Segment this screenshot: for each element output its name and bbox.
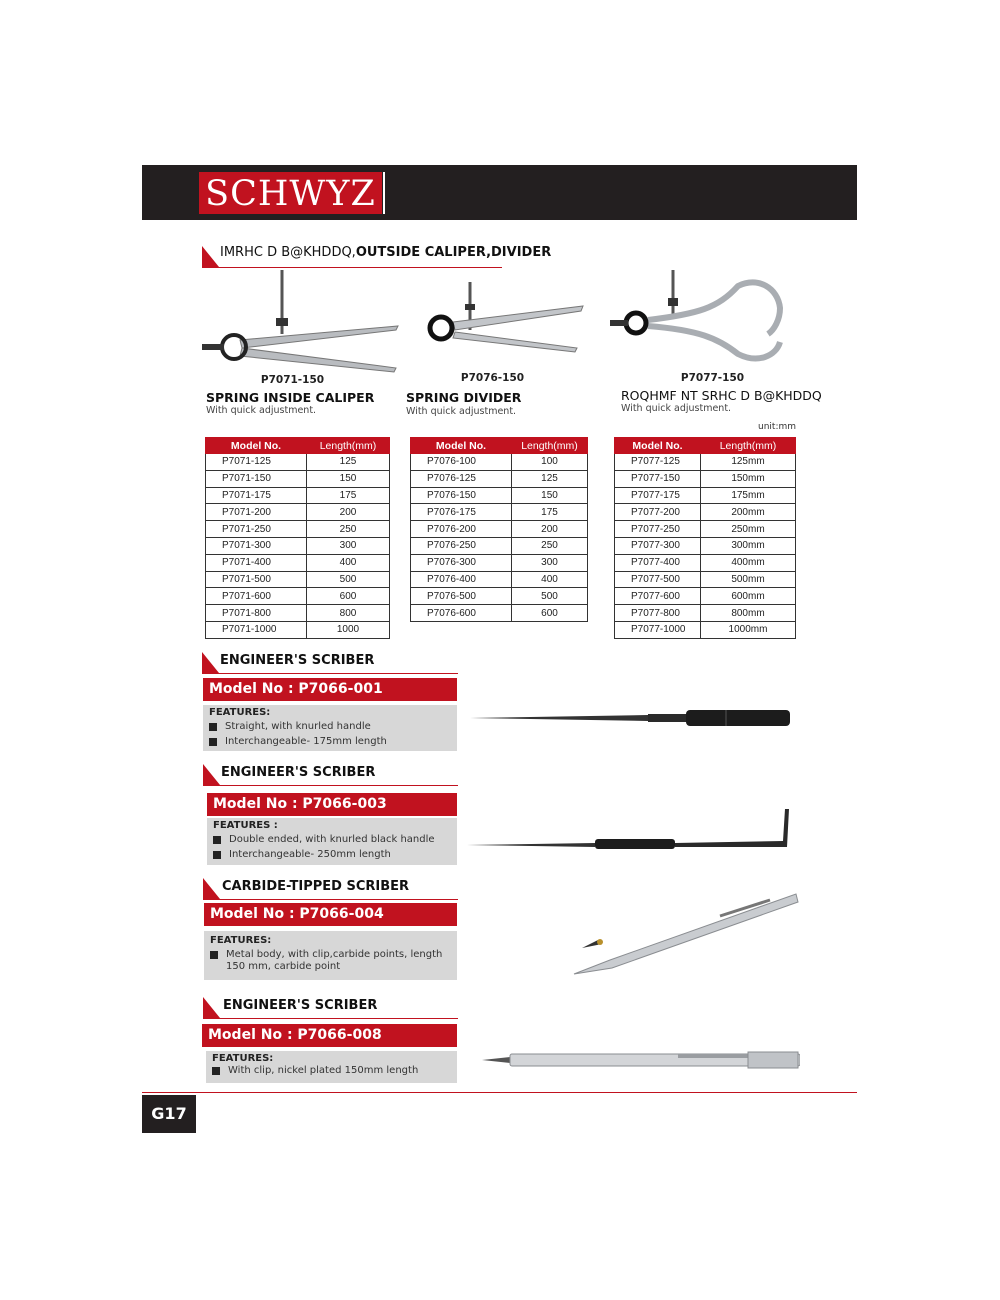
features-title: FEATURES: xyxy=(212,1053,274,1064)
table-row xyxy=(411,504,588,521)
model-cell: P7071-125 xyxy=(206,454,307,471)
feature-item xyxy=(209,736,451,748)
section-underline xyxy=(203,785,458,786)
table-row xyxy=(206,537,390,554)
section-marker-icon xyxy=(203,997,220,1018)
length-cell: 250 xyxy=(512,537,588,554)
model-cell: P7076-400 xyxy=(411,571,512,588)
table-row xyxy=(206,487,390,504)
length-cell: 800mm xyxy=(701,605,796,622)
section-title-prefix: IMRHC D B@KHDDQ, xyxy=(220,245,356,260)
product-subtitle: With quick adjustment. xyxy=(206,405,317,416)
table-row xyxy=(411,537,588,554)
table-row xyxy=(206,504,390,521)
model-cell: P7071-300 xyxy=(206,537,307,554)
table-row xyxy=(411,554,588,571)
page-number: G17 xyxy=(142,1095,196,1133)
length-cell: 125mm xyxy=(701,454,796,471)
scriber-title: ENGINEER'S SCRIBER xyxy=(223,998,378,1013)
table-row xyxy=(615,621,796,638)
table-row xyxy=(615,487,796,504)
product-name: SPRING INSIDE CALIPER xyxy=(206,390,375,405)
model-cell: P7076-100 xyxy=(411,454,512,471)
length-cell: 600 xyxy=(307,588,390,605)
table-row xyxy=(615,588,796,605)
length-cell: 175 xyxy=(307,487,390,504)
length-cell: 250mm xyxy=(701,521,796,538)
model-cell: P7076-250 xyxy=(411,537,512,554)
model-cell: P7071-150 xyxy=(206,470,307,487)
features-title: FEATURES : xyxy=(213,820,278,831)
table-row xyxy=(615,605,796,622)
column-header: Length(mm) xyxy=(701,438,796,454)
column-header: Model No. xyxy=(206,438,307,454)
table-row xyxy=(615,521,796,538)
table-body xyxy=(615,454,796,639)
column-header: Model No. xyxy=(615,438,701,454)
feature-item xyxy=(210,949,451,973)
table-row xyxy=(411,487,588,504)
feature-item xyxy=(213,849,451,861)
section-underline xyxy=(202,673,458,674)
column-header: Model No. xyxy=(411,438,512,454)
length-cell: 125 xyxy=(512,470,588,487)
feature-text: Straight, with knurled handle xyxy=(225,721,371,732)
features-box xyxy=(203,705,457,751)
model-cell: P7071-1000 xyxy=(206,621,307,638)
table-row xyxy=(615,571,796,588)
length-cell: 400 xyxy=(512,571,588,588)
model-cell: P7071-600 xyxy=(206,588,307,605)
product-model: P7076-150 xyxy=(460,372,525,384)
inside-caliper-image xyxy=(200,268,400,378)
product-subtitle: With quick adjustment. xyxy=(621,403,732,414)
column-header: Length(mm) xyxy=(512,438,588,454)
model-cell: P7076-600 xyxy=(411,605,512,622)
features-title: FEATURES: xyxy=(209,707,271,718)
model-bar: Model No : P7066-004 xyxy=(204,903,457,926)
model-cell: P7071-250 xyxy=(206,521,307,538)
length-cell: 300 xyxy=(512,554,588,571)
feature-item xyxy=(213,834,451,846)
column-header: Length(mm) xyxy=(307,438,390,454)
length-cell: 200 xyxy=(512,521,588,538)
model-bar: Model No : P7066-008 xyxy=(202,1024,457,1047)
model-cell: P7077-800 xyxy=(615,605,701,622)
model-cell: P7077-200 xyxy=(615,504,701,521)
length-cell: 150 xyxy=(512,487,588,504)
spring-divider-image xyxy=(415,280,585,365)
model-bar: Model No : P7066-003 xyxy=(207,793,457,816)
feature-text: With clip, nickel plated 150mm length xyxy=(228,1065,419,1076)
spec-table xyxy=(614,437,796,639)
product-subtitle: With quick adjustment. xyxy=(406,406,517,417)
table-row xyxy=(206,454,390,471)
scriber-title: ENGINEER'S SCRIBER xyxy=(220,653,375,668)
brand-logo: SCHWYZ xyxy=(205,174,376,214)
product-name: ROQHMF NT SRHC D B@KHDDQ xyxy=(621,388,822,403)
section-marker-icon xyxy=(202,246,219,267)
model-cell: P7077-300 xyxy=(615,537,701,554)
table-body xyxy=(411,454,588,622)
bullet-icon xyxy=(209,723,217,731)
model-cell: P7077-400 xyxy=(615,554,701,571)
length-cell: 150mm xyxy=(701,470,796,487)
model-cell: P7077-250 xyxy=(615,521,701,538)
scriber-title: CARBIDE-TIPPED SCRIBER xyxy=(222,879,410,894)
feature-text: Interchangeable- 175mm length xyxy=(225,736,387,747)
length-cell: 200 xyxy=(307,504,390,521)
model-cell: P7076-125 xyxy=(411,470,512,487)
table-row xyxy=(411,588,588,605)
length-cell: 125 xyxy=(307,454,390,471)
product-model: P7077-150 xyxy=(680,372,745,384)
length-cell: 500 xyxy=(512,588,588,605)
section-underline xyxy=(203,899,458,900)
feature-item xyxy=(212,1065,451,1077)
section-marker-icon xyxy=(203,764,220,785)
brand-divider xyxy=(383,172,385,214)
product-name: SPRING DIVIDER xyxy=(406,390,522,405)
table-row xyxy=(411,571,588,588)
outside-caliper-image xyxy=(608,268,788,368)
length-cell: 800 xyxy=(307,605,390,622)
length-cell: 500 xyxy=(307,571,390,588)
length-cell: 400mm xyxy=(701,554,796,571)
footer-line xyxy=(142,1092,857,1093)
model-cell: P7077-125 xyxy=(615,454,701,471)
section-title xyxy=(220,245,551,260)
table-row xyxy=(411,454,588,471)
section-marker-icon xyxy=(203,878,220,899)
model-cell: P7071-200 xyxy=(206,504,307,521)
model-cell: P7071-175 xyxy=(206,487,307,504)
unit-note: unit:mm xyxy=(758,422,797,432)
model-cell: P7076-300 xyxy=(411,554,512,571)
length-cell: 600 xyxy=(512,605,588,622)
model-cell: P7076-175 xyxy=(411,504,512,521)
table-row xyxy=(615,504,796,521)
length-cell: 1000 xyxy=(307,621,390,638)
features-box xyxy=(207,818,457,865)
model-cell: P7076-150 xyxy=(411,487,512,504)
model-cell: P7071-400 xyxy=(206,554,307,571)
spec-table xyxy=(410,437,588,622)
length-cell: 300 xyxy=(307,537,390,554)
features-title: FEATURES: xyxy=(210,935,272,946)
length-cell: 400 xyxy=(307,554,390,571)
model-cell: P7077-500 xyxy=(615,571,701,588)
length-cell: 500mm xyxy=(701,571,796,588)
scriber-image xyxy=(465,805,795,855)
feature-text: Double ended, with knurled black handle xyxy=(229,834,435,845)
section-marker-icon xyxy=(202,652,219,673)
table-row xyxy=(615,554,796,571)
bullet-icon xyxy=(212,1067,220,1075)
length-cell: 150 xyxy=(307,470,390,487)
bullet-icon xyxy=(213,851,221,859)
model-bar: Model No : P7066-001 xyxy=(203,678,457,701)
length-cell: 1000mm xyxy=(701,621,796,638)
table-row xyxy=(411,605,588,622)
length-cell: 200mm xyxy=(701,504,796,521)
model-cell: P7076-200 xyxy=(411,521,512,538)
model-cell: P7071-500 xyxy=(206,571,307,588)
table-row xyxy=(206,571,390,588)
feature-item xyxy=(209,721,451,733)
features-box xyxy=(204,931,457,980)
spec-table xyxy=(205,437,390,639)
table-row xyxy=(615,470,796,487)
scriber-title: ENGINEER'S SCRIBER xyxy=(221,765,376,780)
table-row xyxy=(411,470,588,487)
table-body xyxy=(206,454,390,639)
table-row xyxy=(206,621,390,638)
bullet-icon xyxy=(210,951,218,959)
features-box xyxy=(206,1051,457,1083)
length-cell: 175 xyxy=(512,504,588,521)
model-cell: P7076-500 xyxy=(411,588,512,605)
table-row xyxy=(206,605,390,622)
length-cell: 300mm xyxy=(701,537,796,554)
table-row xyxy=(206,554,390,571)
model-cell: P7077-1000 xyxy=(615,621,701,638)
bullet-icon xyxy=(209,738,217,746)
feature-text: Metal body, with clip,carbide points, length 150 mm, carbide point xyxy=(226,949,443,972)
table-row xyxy=(615,537,796,554)
carbide-scriber-image xyxy=(570,888,800,980)
length-cell: 600mm xyxy=(701,588,796,605)
product-model: P7071-150 xyxy=(260,374,325,386)
scriber-image xyxy=(468,705,793,731)
model-cell: P7071-800 xyxy=(206,605,307,622)
section-underline xyxy=(203,1018,458,1019)
section-title-suffix: OUTSIDE CALIPER,DIVIDER xyxy=(355,245,552,260)
table-row xyxy=(206,588,390,605)
table-row xyxy=(411,521,588,538)
scriber-image xyxy=(480,1048,800,1072)
length-cell: 175mm xyxy=(701,487,796,504)
table-row xyxy=(206,521,390,538)
length-cell: 250 xyxy=(307,521,390,538)
table-row xyxy=(206,470,390,487)
bullet-icon xyxy=(213,836,221,844)
length-cell: 100 xyxy=(512,454,588,471)
model-cell: P7077-150 xyxy=(615,470,701,487)
model-cell: P7077-600 xyxy=(615,588,701,605)
model-cell: P7077-175 xyxy=(615,487,701,504)
feature-text: Interchangeable- 250mm length xyxy=(229,849,391,860)
table-row xyxy=(615,454,796,471)
